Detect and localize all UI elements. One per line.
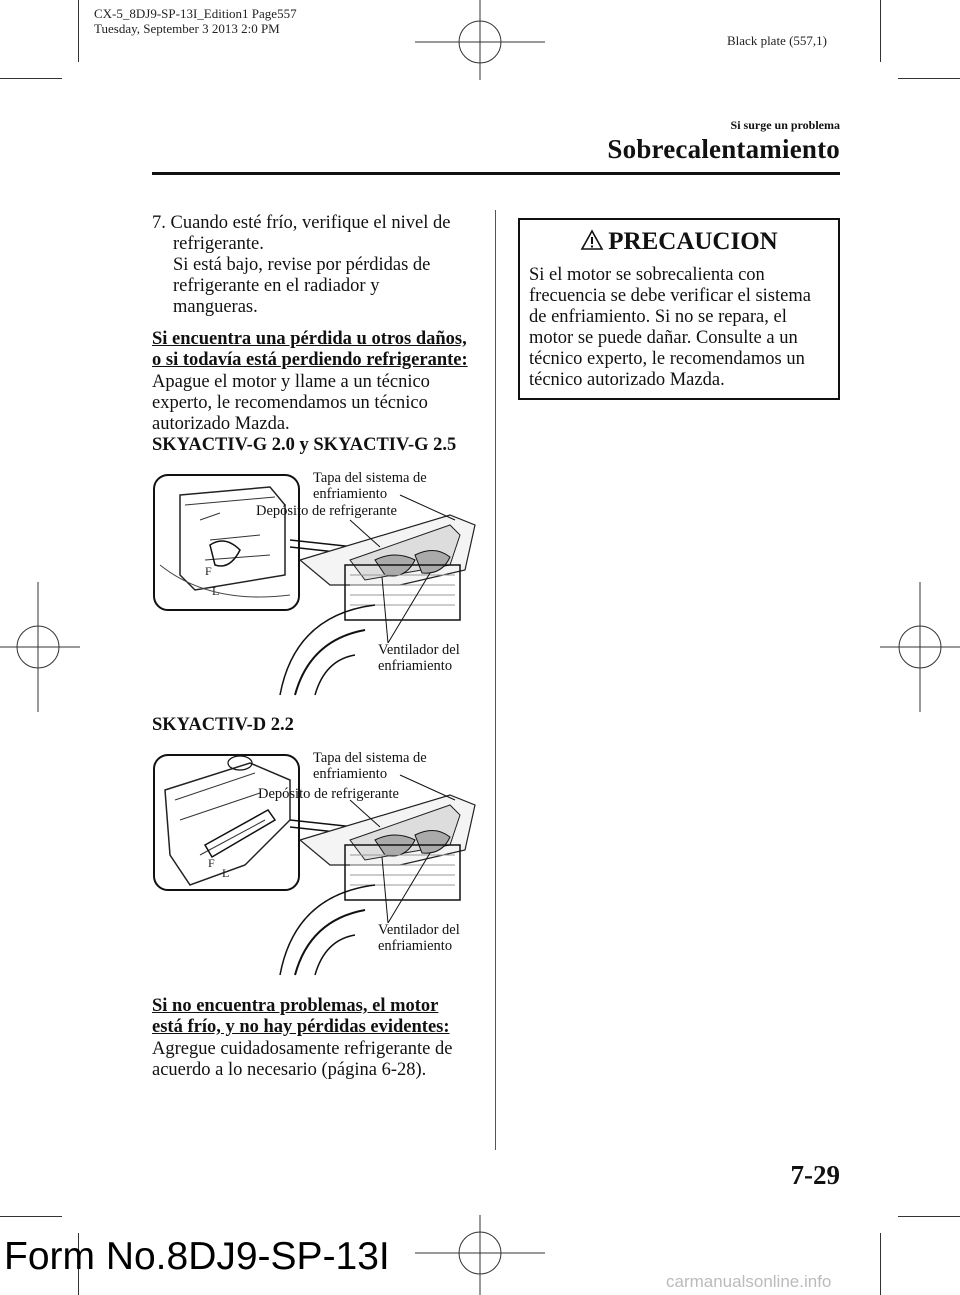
text-line: enfriamiento [313, 486, 388, 502]
callout-cap-1 [313, 470, 427, 502]
callout-fan-2 [378, 922, 460, 954]
text-line: enfriamiento [378, 938, 453, 954]
text-line: Apague el motor y llame a un técnico [152, 372, 430, 392]
page-number: 7-29 [790, 1160, 840, 1190]
text-line: Si no encuentra problemas, el motor [152, 996, 439, 1016]
crop-mark [880, 1233, 881, 1295]
text-line: experto, le recomendamos un técnico [152, 393, 428, 413]
plate-label: Black plate (557,1) [727, 33, 827, 48]
text-line: 7. Cuando esté frío, verifique el nivel de [152, 213, 451, 233]
leak-heading [152, 329, 468, 371]
section-subtitle: Si surge un problema [730, 118, 840, 132]
text-line: enfriamiento [313, 766, 388, 782]
text-line: o si todavía está perdiendo refrigerante: [152, 350, 468, 370]
form-number: Form No.8DJ9-SP-13I [4, 1235, 390, 1278]
callout-reservoir-2: Depósito de refrigerante [258, 786, 399, 802]
svg-text:F: F [208, 856, 215, 870]
text-line: Tapa del sistema de [313, 470, 427, 486]
caution-header [520, 228, 838, 256]
leak-text [152, 372, 430, 435]
print-date-line: Tuesday, September 3 2013 2:0 PM [94, 21, 280, 36]
callout-fan-1 [378, 642, 460, 674]
watermark-link[interactable]: carmanualsonline.info [666, 1272, 832, 1291]
text-line: técnico autorizado Mazda. [529, 370, 725, 390]
warning-triangle-icon [580, 229, 604, 251]
registration-mark-bottom [415, 1215, 545, 1295]
text-line: Si encuentra una pérdida u otros daños, [152, 329, 467, 349]
header-rule [152, 172, 840, 175]
column-divider [495, 210, 496, 1150]
figure1-heading: SKYACTIV-G 2.0 y SKYACTIV-G 2.5 [152, 435, 457, 455]
step-7-text [152, 213, 450, 318]
crop-mark [898, 78, 960, 79]
text-line: frecuencia se debe verificar el sistema [529, 286, 811, 306]
text-line: refrigerante. [173, 234, 264, 254]
callout-reservoir-1: Depósito de refrigerante [256, 503, 397, 519]
crop-mark [880, 0, 881, 62]
text-line: autorizado Mazda. [152, 414, 290, 434]
crop-mark [0, 78, 62, 79]
text-line: Ventilador del [378, 642, 460, 658]
caution-title: PRECAUCION [608, 228, 778, 255]
print-file-line: CX-5_8DJ9-SP-13I_Edition1 Page557 [94, 6, 297, 21]
caution-box [518, 218, 840, 400]
registration-mark-left [0, 582, 80, 712]
callout-cap-2 [313, 750, 427, 782]
text-line: de enfriamiento. Si no se repara, el [529, 307, 787, 327]
text-line: Si está bajo, revise por pérdidas de [173, 255, 431, 275]
crop-mark [0, 1216, 62, 1217]
svg-text:L: L [222, 866, 230, 880]
noleak-text [152, 1039, 452, 1081]
text-line: Ventilador del [378, 922, 460, 938]
text-line: refrigerante en el radiador y [173, 276, 380, 296]
text-line: Si el motor se sobrecalienta con [529, 265, 765, 285]
caution-text [529, 265, 834, 391]
text-line: mangueras. [173, 297, 258, 317]
text-line: motor se puede dañar. Consulte a un [529, 328, 798, 348]
figure2-heading: SKYACTIV-D 2.2 [152, 715, 294, 735]
text-line: está frío, y no hay pérdidas evidentes: [152, 1017, 450, 1037]
svg-text:F: F [205, 564, 212, 578]
svg-text:L: L [212, 584, 220, 598]
crop-mark [78, 0, 79, 62]
registration-mark-top [415, 0, 545, 80]
page-title: Sobrecalentamiento [607, 134, 840, 164]
text-line: Tapa del sistema de [313, 750, 427, 766]
registration-mark-right [880, 582, 960, 712]
crop-mark [898, 1216, 960, 1217]
text-line: enfriamiento [378, 658, 453, 674]
text-line: acuerdo a lo necesario (página 6-28). [152, 1060, 427, 1080]
noleak-heading [152, 996, 450, 1038]
text-line: técnico experto, le recomendamos un [529, 349, 805, 369]
text-line: Agregue cuidadosamente refrigerante de [152, 1039, 453, 1059]
